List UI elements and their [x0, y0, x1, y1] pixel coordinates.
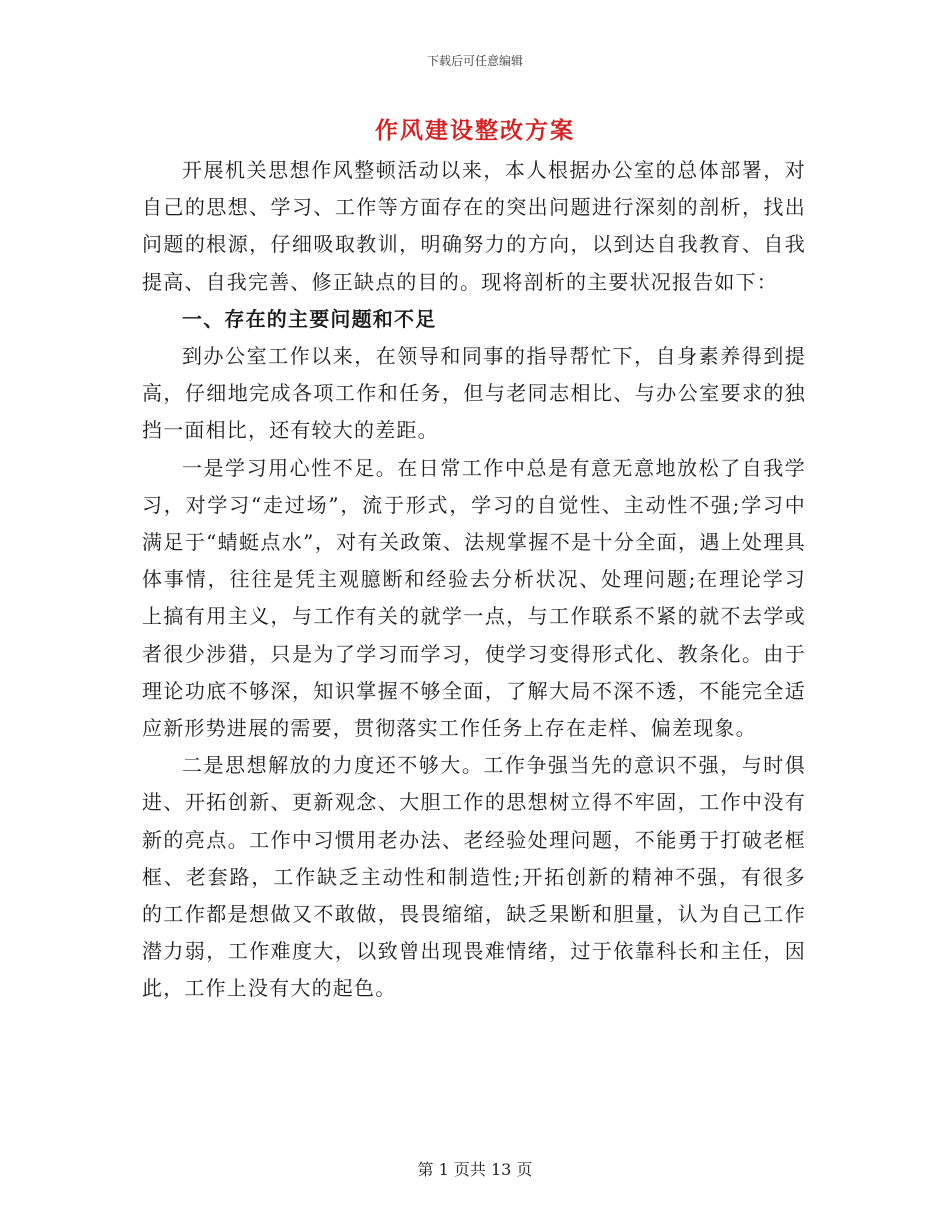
page-header: 下载后可任意编辑	[426, 54, 523, 68]
document-title: 作风建设整改方案	[375, 117, 575, 144]
document-body	[142, 152, 806, 1008]
section-heading: 一、存在的主要问题和不足	[182, 306, 437, 331]
section-paragraph-3: 二是思想解放的力度还不够大。工作争强当先的意识不强，与时俱进、开拓创新、更新观念、大胆工作的思想树立得不牢固，工作中没有新的亮点。工作中习惯用老办法、老经验处理问题，不能勇于打破老框框、老套路，工作缺乏主动性和制造性;开拓创新的精神不强，有很多的工作都是想做又不敢做，畏畏缩缩，缺乏果断和胆量，认为自己工作潜力弱，工作难度大，以致曾出现畏难情绪，过于依靠科长和主任，因此，工作上没有大的起色。	[142, 753, 806, 1001]
intro-paragraph: 开展机关思想作风整顿活动以来，本人根据办公室的总体部署，对自己的思想、学习、工作等方面存在的突出问题进行深刻的剖析，找出问题的根源，仔细吸取教训，明确努力的方向，以到达自我教育、自我提高、自我完善、修正缺点的目的。现将剖析的主要状况报告如下：	[142, 158, 806, 294]
section-paragraph-2: 一是学习用心性不足。在日常工作中总是有意无意地放松了自我学习，对学习“走过场”，流于形式，学习的自觉性、主动性不强;学习中满足于“蜻蜓点水”，对有关政策、法规掌握不是十分全面，遇上处理具体事情，往往是凭主观臆断和经验去分析状况、处理问题;在理论学习上搞有用主义，与工作有关的就学一点，与工作联系不紧的就不去学或者很少涉猎，只是为了学习而学习，使学习变得形式化、教条化。由于理论功底不够深，知识掌握不够全面，了解大局不深不透，不能完全适应新形势进展的需要，贯彻落实工作任务上存在走样、偏差现象。	[142, 455, 806, 741]
page-number: 第 1 页共 13 页	[417, 1160, 533, 1179]
section-paragraph-1: 到办公室工作以来，在领导和同事的指导帮忙下，自身素养得到提高，仔细地完成各项工作和任务，但与老同志相比、与办公室要求的独挡一面相比，还有较大的差距。	[142, 344, 806, 443]
